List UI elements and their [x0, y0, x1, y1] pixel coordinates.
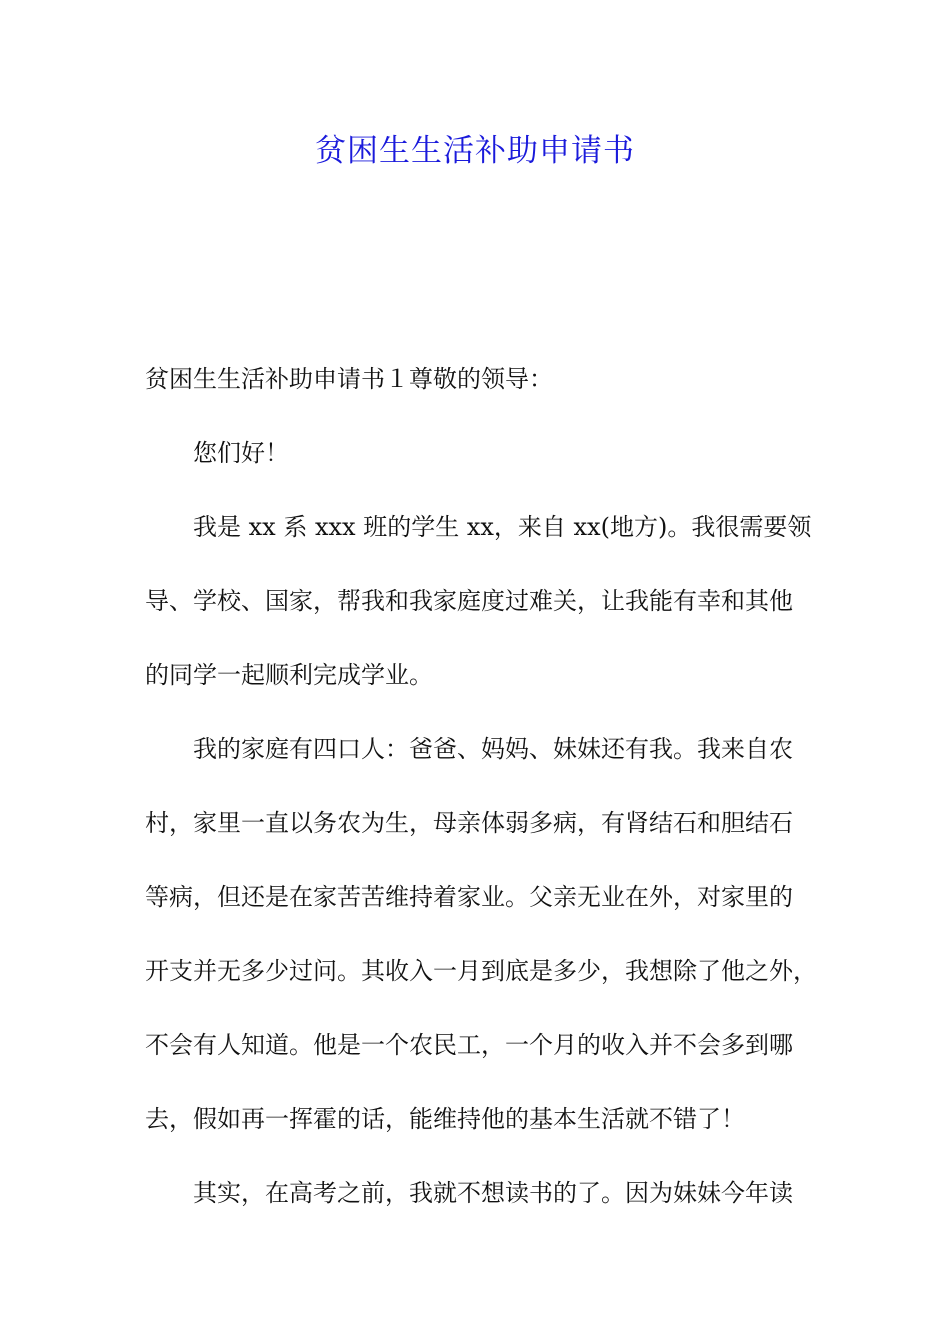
greeting-line: 您们好！ [193, 439, 289, 467]
paragraph-2-line-5: 不会有人知道。他是一个农民工，一个月的收入并不会多到哪 [145, 1031, 793, 1059]
paragraph-2-line-1: 我的家庭有四口人：爸爸、妈妈、妹妹还有我。我来自农 [193, 735, 793, 763]
paragraph-1-line-2: 导、学校、国家，帮我和我家庭度过难关，让我能有幸和其他 [145, 587, 793, 615]
paragraph-2-line-2: 村，家里一直以务农为生，母亲体弱多病，有肾结石和胆结石 [145, 809, 793, 837]
salutation-line: 贫困生生活补助申请书１尊敬的领导： [145, 365, 553, 393]
paragraph-1-line-1: 我是 xx 系 xxx 班的学生 xx，来自 xx(地方)。我很需要领 [193, 513, 812, 541]
paragraph-1-line-3: 的同学一起顺利完成学业。 [145, 661, 433, 689]
paragraph-2-line-6: 去，假如再一挥霍的话，能维持他的基本生活就不错了！ [145, 1105, 745, 1133]
document-body [145, 342, 825, 1230]
paragraph-3-line-1: 其实，在高考之前，我就不想读书的了。因为妹妹今年读 [193, 1179, 793, 1207]
document-title: 贫困生生活补助申请书 [315, 133, 635, 169]
paragraph-2-line-4: 开支并无多少过问。其收入一月到底是多少，我想除了他之外， [145, 957, 817, 985]
paragraph-2-line-3: 等病，但还是在家苦苦维持着家业。父亲无业在外，对家里的 [145, 883, 793, 911]
